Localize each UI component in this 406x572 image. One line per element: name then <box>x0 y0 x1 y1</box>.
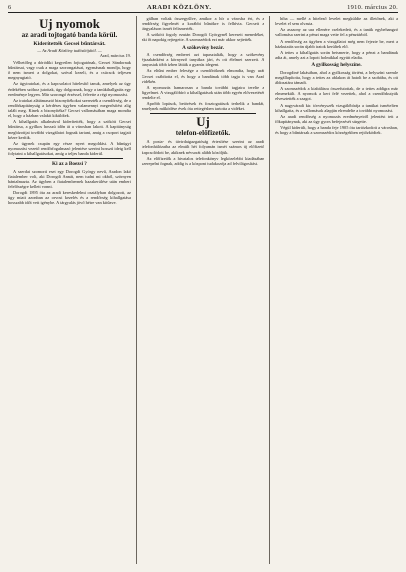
page-number: 6 <box>8 4 12 11</box>
notice-kicker: Uj <box>196 115 210 130</box>
paragraph: Végül kiderült, hogy a banda feje 1905 óta tartózkodott a városban, és hogy a bűntársak a szomszédos községekben rejtőzködtek. <box>275 125 398 136</box>
col2-body <box>142 16 265 43</box>
col3-section-body <box>275 70 398 136</box>
columns <box>8 16 398 564</box>
column-3 <box>275 16 398 564</box>
paragraph: Az aradi rendőrség a nyomozás eredményeiről jelentést tett a főkapitánynak, aki az ügy gyors befejezését sürgette. <box>275 114 398 125</box>
paragraph: A tettes a kihallgatás során beismerte, hogy a pénzt a bandának adta át, amely azt a lopott holmikkal együtt eladta. <box>275 50 398 61</box>
paragraph: Az asszony az ura ellenére cselekedett, és a tanúk egybehangzó vallomása szerint a pénzt maga vette fel a pénztárból. <box>275 27 398 38</box>
col2-section-title: A szökevény bezár. <box>182 44 224 51</box>
col3-section-title: A gyilkosság helyszíne. <box>311 62 362 69</box>
col3-body <box>275 16 398 60</box>
col2-section-body <box>142 52 265 111</box>
divider-rule <box>16 158 123 159</box>
notice-body <box>142 139 265 166</box>
divider-rule <box>150 113 257 114</box>
paragraph: A kihallgatás alkalmával kiderítették, hogy a szökött Gecsei bűntársa, a gyilkos hosszú időn át a városban lakott. A kapitányság megbízottjai további vizsgálatot fognak tartani, amig a csoport tagjait kézre kerítik. <box>8 119 131 140</box>
paragraph: Az eltűnt ember felesége a csendőröknek elmondta, hogy urát Gecsei csábította el, és hogy a bandának több tagja is van Arad vidékén. <box>141 68 265 84</box>
article2-body <box>8 169 131 206</box>
paragraph: Vélhetőleg a dóródiki kegyetlen fojtogatónak, Gecsei Sándornak bűntársai, vagy csak a maga szorongatásai, egymásnak mondja, hogy ő nem ismeri a dolgokat, szóval kezeli, és a csúcsok teljesen megnyugtató. <box>8 60 131 81</box>
paragraph: Az ügynek csupán egy része nyert megoldást. A bűnügyi nyomozást vezető rendőrfogalmazó jelentése szerint hosszú ideig kell folytatni a kihallgatásokat, amíg a teljes banda kiderül. <box>8 140 131 156</box>
paragraph: Az ügyiratokat, és a kapcsolatot hitelesítő tanuk, amelyek az ügy érdekében szóhoz jutottak, úgy dolgoznak, hogy a tanúkihallgatás egy eredménye legyen. Már szorongó érzéssel, felvette a régi nyomozást. <box>8 81 131 97</box>
paragraph: Dorogdiné lakásában, ahol a gyilkosság történt, a helyszíni szemle megállapította, hogy a tettes az ablakon át hatolt be a szobába, és ott áldozatára támadt. <box>275 69 398 85</box>
paragraph: A posta- és távirdaigazgatóság értesítése szerint az aradi telefonhálózatba az elmúlt hét folyamán ismét számos új előfizető kapcsolódott be, akiknek névsorát alább közöljük. <box>141 139 265 155</box>
paragraph: gálban voltak összegyűlve, amikor a hír a városba ért, és a rendőrség figyelmét a korábbi bűnökre is felhívta. Gecseit a tárgyaláson ismét felismerték. <box>141 16 265 32</box>
column-2 <box>142 16 265 564</box>
paragraph: Dorogdi 1895 óta az aradi kereskedelmi osztályban dolgozott, az ügy miatt azonban az orvosi kezelés és a rendőrség kihallgatása hosszabb időt vett igénybe. A tárgyalás jövő hétre van kitűzve. <box>8 190 131 206</box>
paragraph: A szerdai szomorú eset egy Dorogdi György nevű, Aradon lakó fiatalember volt, aki Dorogdi Annát, nem tudni mi okból, szörnyen bántalmazta. Az ügyben a fiatalembernek hazakerülése után emberi felelősségre kellett vonni. <box>8 168 131 189</box>
paragraph: A csendőrség emberei azt tapasztalták, hogy a szökevény éjszakánként a környező tanyákra járt, és ott élelmet szerzett. A tanyasiak több ízben látták a gyanús idegent. <box>141 52 265 68</box>
article-headline: az aradi tojtogató banda körül. <box>21 31 118 39</box>
article-kicker: Uj nyomok <box>39 17 100 31</box>
column-divider <box>269 16 270 564</box>
paragraph: A szökött fogoly ezután Dorogdi Györgynél keresett menedéket, aki őt napokig rejtegette. A szomszédok ezt már akkor sejtették. <box>141 32 265 43</box>
paper-name: ARADI KÖZLÖNY. <box>146 4 212 11</box>
paragraph: A nyomozás hamarosan a banda további tagjaira terelte a figyelmet. A vizsgálóbíró a kihallgatások után több egyén elővezetését rendelte el. <box>141 84 265 100</box>
article2-title: Ki az a Boezsi ? <box>52 161 87 168</box>
paragraph: Az előfizetők a hivatalos telefonkönyv legközelebbi kiadásában szerepelni fognak, addig is a központ tudakozója ad felvilágosítást. <box>141 155 265 166</box>
paragraph: Az iratokat alátámasztó bizonyítékokat szerezték a csendőrség, de a rendőrkapitányság a kérdéses ügyben valamennyi megerősítést alig talált meg. Kinek a bizonyítéka? Gecsei vallomásában maga mondta el, hogy a házban valakit kiküldtek. <box>8 97 131 119</box>
issue-date: 1910. március 20. <box>347 4 398 11</box>
paragraph: A nagyváradi kir. törvényszék vizsgálóbírája a tanúkat ismételten kihallgatta, és a vallomások alapján elrendelte a további nyomozást. <box>275 102 398 113</box>
paragraph: A rendőrség az ügyben a vizsgálatot még nem fejezte be, mert a házkutatás során újabb iratok kerültek elő. <box>275 38 398 49</box>
column-divider <box>136 16 137 564</box>
paragraph: Apróbb lopások, betörések és fosztogatások terhelik a bandát, amelynek működése évek óta rettegésben tartotta a vidéket. <box>141 101 265 112</box>
masthead <box>8 4 398 13</box>
paragraph: A szomszédok a kiabálásra összefutottak, de a tettes addigra már elmenekült. A nyomok a kert felé vezettek, ahol a csendőrkutyák elvesztették a szagot. <box>275 86 398 102</box>
article-byline: — Az Aradi Közlöny tudósítójától. — <box>37 48 102 54</box>
article1-body <box>8 60 131 156</box>
paragraph: hiba — mellé a hitelező levelet megküldte az illetőnek, aki a levelet el sem olvasta. <box>275 16 398 27</box>
column-1 <box>8 16 131 564</box>
notice-title: telefon-előfizetők. <box>175 129 231 138</box>
article-subhead: Kiderítették Gecsei bűntársát. <box>33 41 106 47</box>
article-dateline: Arad, március 19. <box>99 53 131 59</box>
